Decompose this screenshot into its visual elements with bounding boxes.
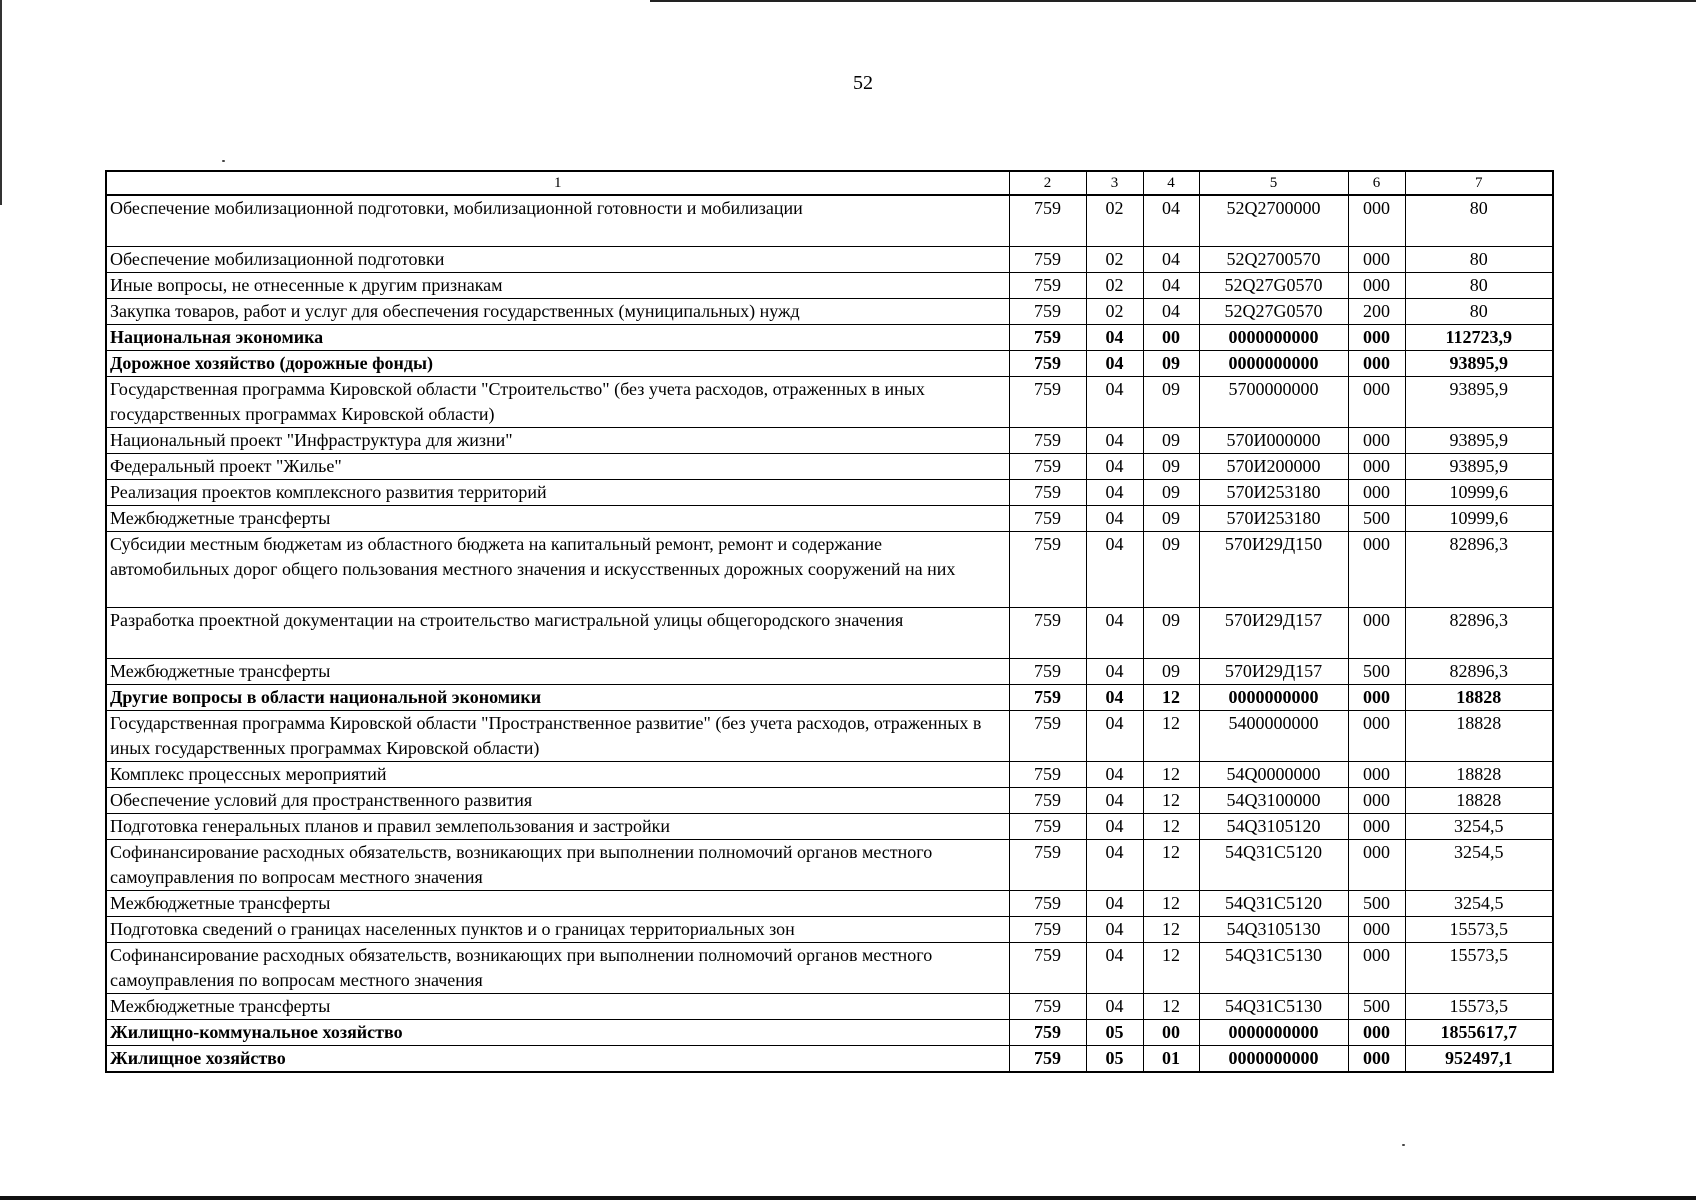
row-ministry-code-cell: 759 [1009,711,1086,762]
row-ministry-code-cell: 759 [1009,351,1086,377]
row-amount-cell: 93895,9 [1405,428,1553,454]
row-name-cell: Жилищное хозяйство [106,1046,1009,1073]
row-subsection-cell: 09 [1143,659,1199,685]
row-subsection-cell: 09 [1143,608,1199,659]
row-amount-cell: 18828 [1405,685,1553,711]
row-target-item-cell: 0000000000 [1199,685,1348,711]
row-section-cell: 02 [1086,195,1143,247]
scan-speck [222,160,225,162]
row-subsection-cell: 12 [1143,814,1199,840]
row-ministry-code-cell: 759 [1009,325,1086,351]
row-expense-type-cell: 500 [1348,994,1405,1020]
row-ministry-code-cell: 759 [1009,840,1086,891]
table-row [106,917,1553,943]
row-name-cell: Межбюджетные трансферты [106,506,1009,532]
row-section-cell: 04 [1086,454,1143,480]
row-expense-type-cell: 000 [1348,1020,1405,1046]
row-target-item-cell: 570И200000 [1199,454,1348,480]
budget-table [105,170,1554,1073]
row-section-cell: 04 [1086,917,1143,943]
row-subsection-cell: 09 [1143,454,1199,480]
row-section-cell: 02 [1086,273,1143,299]
row-amount-cell: 3254,5 [1405,891,1553,917]
row-target-item-cell: 54Q31C5130 [1199,994,1348,1020]
row-target-item-cell: 0000000000 [1199,1020,1348,1046]
header-col-3: 3 [1086,171,1143,195]
page-number: 52 [853,72,873,94]
row-amount-cell: 93895,9 [1405,351,1553,377]
row-name-cell: Обеспечение условий для пространственного развития [106,788,1009,814]
row-ministry-code-cell: 759 [1009,532,1086,608]
row-ministry-code-cell: 759 [1009,943,1086,994]
row-amount-cell: 18828 [1405,788,1553,814]
row-expense-type-cell: 200 [1348,299,1405,325]
row-subsection-cell: 09 [1143,428,1199,454]
row-ministry-code-cell: 759 [1009,685,1086,711]
row-expense-type-cell: 000 [1348,608,1405,659]
row-name-cell: Государственная программа Кировской области "Строительство" (без учета расходов, отраженных в иных государственных программах Кировской области) [106,377,1009,428]
row-name-cell: Софинансирование расходных обязательств, возникающих при выполнении полномочий органов местного самоуправления по вопросам местного значения [106,840,1009,891]
row-expense-type-cell: 000 [1348,917,1405,943]
table-row [106,814,1553,840]
table-row [106,840,1553,891]
table-row [106,325,1553,351]
header-col-7: 7 [1405,171,1553,195]
row-section-cell: 04 [1086,608,1143,659]
header-row [106,171,1553,195]
row-section-cell: 04 [1086,532,1143,608]
row-target-item-cell: 52Q2700000 [1199,195,1348,247]
row-section-cell: 04 [1086,325,1143,351]
row-name-cell: Иные вопросы, не отнесенные к другим признакам [106,273,1009,299]
table-row [106,1046,1553,1073]
row-section-cell: 04 [1086,711,1143,762]
row-name-cell: Обеспечение мобилизационной подготовки [106,247,1009,273]
row-ministry-code-cell: 759 [1009,659,1086,685]
table-row [106,351,1553,377]
row-expense-type-cell: 000 [1348,273,1405,299]
scan-edge-left [0,0,2,205]
table-row [106,891,1553,917]
row-subsection-cell: 12 [1143,685,1199,711]
row-section-cell: 04 [1086,480,1143,506]
row-subsection-cell: 12 [1143,840,1199,891]
table-row [106,994,1553,1020]
row-target-item-cell: 570И000000 [1199,428,1348,454]
row-name-cell: Разработка проектной документации на строительство магистральной улицы общегородского значения [106,608,1009,659]
scan-speck [1402,1144,1405,1146]
row-name-cell: Субсидии местным бюджетам из областного бюджета на капитальный ремонт, ремонт и содержание автомобильных дорог общего пользования местного значения и искусственных дорожных сооружений на них [106,532,1009,608]
row-ministry-code-cell: 759 [1009,247,1086,273]
row-amount-cell: 82896,3 [1405,659,1553,685]
row-amount-cell: 15573,5 [1405,994,1553,1020]
row-amount-cell: 18828 [1405,711,1553,762]
row-amount-cell: 80 [1405,273,1553,299]
row-expense-type-cell: 000 [1348,1046,1405,1073]
row-name-cell: Обеспечение мобилизационной подготовки, мобилизационной готовности и мобилизации [106,195,1009,247]
table-body [106,195,1553,1072]
row-expense-type-cell: 000 [1348,480,1405,506]
row-target-item-cell: 570И29Д157 [1199,608,1348,659]
row-target-item-cell: 5400000000 [1199,711,1348,762]
table-row [106,506,1553,532]
row-subsection-cell: 09 [1143,351,1199,377]
row-subsection-cell: 01 [1143,1046,1199,1073]
row-amount-cell: 80 [1405,247,1553,273]
row-target-item-cell: 52Q27G0570 [1199,273,1348,299]
row-name-cell: Закупка товаров, работ и услуг для обеспечения государственных (муниципальных) нужд [106,299,1009,325]
row-ministry-code-cell: 759 [1009,273,1086,299]
row-target-item-cell: 54Q31C5130 [1199,943,1348,994]
row-ministry-code-cell: 759 [1009,917,1086,943]
row-target-item-cell: 54Q31C5120 [1199,891,1348,917]
row-expense-type-cell: 000 [1348,788,1405,814]
row-subsection-cell: 04 [1143,273,1199,299]
row-expense-type-cell: 000 [1348,943,1405,994]
row-ministry-code-cell: 759 [1009,814,1086,840]
row-name-cell: Софинансирование расходных обязательств, возникающих при выполнении полномочий органов местного самоуправления по вопросам местного значения [106,943,1009,994]
row-ministry-code-cell: 759 [1009,1046,1086,1073]
row-ministry-code-cell: 759 [1009,195,1086,247]
row-section-cell: 04 [1086,840,1143,891]
row-section-cell: 04 [1086,994,1143,1020]
row-name-cell: Дорожное хозяйство (дорожные фонды) [106,351,1009,377]
row-section-cell: 04 [1086,762,1143,788]
row-name-cell: Реализация проектов комплексного развития территорий [106,480,1009,506]
row-subsection-cell: 12 [1143,711,1199,762]
row-name-cell: Межбюджетные трансферты [106,891,1009,917]
row-amount-cell: 80 [1405,195,1553,247]
row-section-cell: 04 [1086,685,1143,711]
row-amount-cell: 18828 [1405,762,1553,788]
row-amount-cell: 112723,9 [1405,325,1553,351]
row-expense-type-cell: 000 [1348,351,1405,377]
table-row [106,943,1553,994]
row-subsection-cell: 12 [1143,943,1199,994]
row-target-item-cell: 570И253180 [1199,480,1348,506]
row-amount-cell: 1855617,7 [1405,1020,1553,1046]
row-target-item-cell: 54Q0000000 [1199,762,1348,788]
scan-edge-bottom [0,1196,1696,1200]
row-expense-type-cell: 000 [1348,840,1405,891]
row-ministry-code-cell: 759 [1009,299,1086,325]
table-row [106,685,1553,711]
row-subsection-cell: 09 [1143,532,1199,608]
table-row [106,377,1553,428]
table-row [106,532,1553,608]
table-row [106,711,1553,762]
row-section-cell: 02 [1086,247,1143,273]
row-amount-cell: 952497,1 [1405,1046,1553,1073]
row-expense-type-cell: 000 [1348,377,1405,428]
row-name-cell: Государственная программа Кировской области "Пространственное развитие" (без учета расходов, отраженных в иных государственных программах Кировской области) [106,711,1009,762]
row-expense-type-cell: 500 [1348,659,1405,685]
header-col-5: 5 [1199,171,1348,195]
row-amount-cell: 10999,6 [1405,480,1553,506]
row-name-cell: Подготовка сведений о границах населенных пунктов и о границах территориальных зон [106,917,1009,943]
row-ministry-code-cell: 759 [1009,891,1086,917]
row-ministry-code-cell: 759 [1009,608,1086,659]
row-ministry-code-cell: 759 [1009,454,1086,480]
row-name-cell: Национальный проект "Инфраструктура для жизни" [106,428,1009,454]
row-name-cell: Жилищно-коммунальное хозяйство [106,1020,1009,1046]
row-section-cell: 05 [1086,1046,1143,1073]
table-row [106,273,1553,299]
table-row [106,1020,1553,1046]
row-section-cell: 05 [1086,1020,1143,1046]
row-ministry-code-cell: 759 [1009,480,1086,506]
row-amount-cell: 80 [1405,299,1553,325]
row-expense-type-cell: 000 [1348,711,1405,762]
row-target-item-cell: 570И253180 [1199,506,1348,532]
row-amount-cell: 3254,5 [1405,840,1553,891]
row-ministry-code-cell: 759 [1009,428,1086,454]
row-target-item-cell: 54Q3105130 [1199,917,1348,943]
row-target-item-cell: 0000000000 [1199,351,1348,377]
row-section-cell: 04 [1086,659,1143,685]
row-target-item-cell: 54Q3105120 [1199,814,1348,840]
row-section-cell: 04 [1086,943,1143,994]
row-subsection-cell: 00 [1143,325,1199,351]
table-row [106,299,1553,325]
header-col-4: 4 [1143,171,1199,195]
scan-edge-top [650,0,1696,2]
row-target-item-cell: 54Q3100000 [1199,788,1348,814]
row-name-cell: Федеральный проект "Жилье" [106,454,1009,480]
row-section-cell: 02 [1086,299,1143,325]
row-target-item-cell: 570И29Д157 [1199,659,1348,685]
table-row [106,608,1553,659]
table-row [106,480,1553,506]
row-name-cell: Межбюджетные трансферты [106,994,1009,1020]
table-row [106,659,1553,685]
row-subsection-cell: 04 [1143,247,1199,273]
row-section-cell: 04 [1086,788,1143,814]
row-expense-type-cell: 000 [1348,532,1405,608]
table-row [106,788,1553,814]
row-expense-type-cell: 000 [1348,428,1405,454]
row-ministry-code-cell: 759 [1009,788,1086,814]
row-expense-type-cell: 500 [1348,891,1405,917]
row-subsection-cell: 12 [1143,917,1199,943]
row-expense-type-cell: 000 [1348,762,1405,788]
header-col-1: 1 [106,171,1009,195]
row-ministry-code-cell: 759 [1009,762,1086,788]
row-section-cell: 04 [1086,891,1143,917]
table-row [106,428,1553,454]
row-expense-type-cell: 000 [1348,814,1405,840]
row-subsection-cell: 12 [1143,762,1199,788]
row-ministry-code-cell: 759 [1009,506,1086,532]
row-amount-cell: 93895,9 [1405,377,1553,428]
row-ministry-code-cell: 759 [1009,994,1086,1020]
row-target-item-cell: 52Q27G0570 [1199,299,1348,325]
row-ministry-code-cell: 759 [1009,1020,1086,1046]
row-section-cell: 04 [1086,506,1143,532]
row-target-item-cell: 570И29Д150 [1199,532,1348,608]
table-row [106,195,1553,247]
row-subsection-cell: 12 [1143,994,1199,1020]
row-name-cell: Подготовка генеральных планов и правил землепользования и застройки [106,814,1009,840]
row-expense-type-cell: 000 [1348,195,1405,247]
row-name-cell: Комплекс процессных мероприятий [106,762,1009,788]
table-row [106,762,1553,788]
row-amount-cell: 3254,5 [1405,814,1553,840]
row-target-item-cell: 0000000000 [1199,325,1348,351]
row-subsection-cell: 04 [1143,299,1199,325]
row-expense-type-cell: 000 [1348,685,1405,711]
row-amount-cell: 10999,6 [1405,506,1553,532]
row-expense-type-cell: 500 [1348,506,1405,532]
row-amount-cell: 15573,5 [1405,943,1553,994]
row-amount-cell: 15573,5 [1405,917,1553,943]
row-subsection-cell: 04 [1143,195,1199,247]
row-expense-type-cell: 000 [1348,247,1405,273]
row-name-cell: Межбюджетные трансферты [106,659,1009,685]
row-target-item-cell: 5700000000 [1199,377,1348,428]
row-name-cell: Национальная экономика [106,325,1009,351]
row-target-item-cell: 0000000000 [1199,1046,1348,1073]
row-name-cell: Другие вопросы в области национальной экономики [106,685,1009,711]
row-amount-cell: 82896,3 [1405,608,1553,659]
row-ministry-code-cell: 759 [1009,377,1086,428]
row-subsection-cell: 12 [1143,788,1199,814]
row-subsection-cell: 09 [1143,480,1199,506]
row-section-cell: 04 [1086,814,1143,840]
row-subsection-cell: 00 [1143,1020,1199,1046]
table-row [106,454,1553,480]
header-col-2: 2 [1009,171,1086,195]
table-row [106,247,1553,273]
row-section-cell: 04 [1086,428,1143,454]
row-subsection-cell: 09 [1143,506,1199,532]
row-expense-type-cell: 000 [1348,325,1405,351]
row-target-item-cell: 52Q2700570 [1199,247,1348,273]
row-section-cell: 04 [1086,377,1143,428]
row-subsection-cell: 12 [1143,891,1199,917]
row-section-cell: 04 [1086,351,1143,377]
row-target-item-cell: 54Q31C5120 [1199,840,1348,891]
row-amount-cell: 82896,3 [1405,532,1553,608]
row-expense-type-cell: 000 [1348,454,1405,480]
row-subsection-cell: 09 [1143,377,1199,428]
row-amount-cell: 93895,9 [1405,454,1553,480]
header-col-6: 6 [1348,171,1405,195]
